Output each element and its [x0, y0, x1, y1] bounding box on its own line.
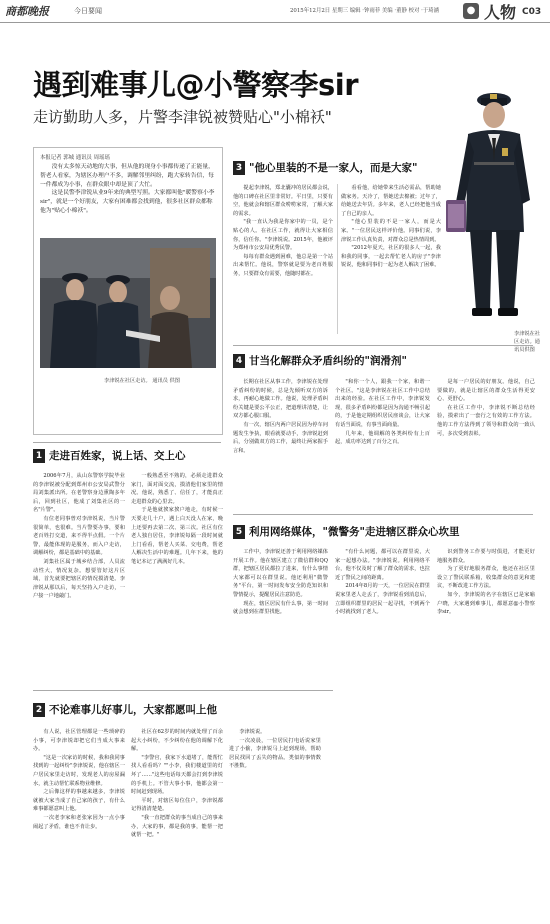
- section-4-text: 几年来，他调解的各类纠纷有上百起，成功率达到了百分之百。: [335, 430, 430, 446]
- section-2-column-1: [33, 728, 125, 831]
- section-3-column-2: [341, 184, 441, 270]
- section-5-text: "有什么问题，都可以在群里说，大家一起想办法。"李津锐说。利用网络平台，他不仅及时了解了群众的需求，也拉近了警民之间的距离。: [335, 549, 430, 581]
- section-4-column-2: [335, 378, 430, 447]
- section-2-text: 平时，对辖区每位住户，李津锐都记得清清楚楚。: [131, 797, 223, 813]
- issue-meta: 2015年12月2日 星期三 编辑 ·钟雨菲 美编 ·董静 校对 ·于琦涵: [290, 8, 439, 14]
- section-3-text: "我一直认为我是你家中的一员，是个贴心的人。在社区工作，就得让大家相信你，信任你。"李津锐说。2015年，他被评为郑州市公安局优秀民警。: [233, 219, 333, 252]
- section-4-header: [233, 353, 407, 368]
- section-1-header: [33, 448, 186, 463]
- lead-text: [40, 163, 216, 216]
- section-1-title: 走进百姓家，说上话、交上心: [49, 450, 186, 462]
- section-5-number: 5: [233, 525, 245, 539]
- section-4-text: 在社区工作中，李津锐不断总结经验，摸索出了一套行之有效的工作方法。他的工作方法得到了领导和群众的一致认可，多次受到表彰。: [437, 404, 535, 437]
- section-4-text: "和你一个人，跟我一个家，和谐一个社区。"这是李津锐在社区工作中总结出来的经验。在社区工作中，李津锐发现，很多矛盾纠纷都是因为沟通不畅引起的，于是他定期组织居民座谈会，让大家有话当面说，有事当面商量。: [335, 379, 430, 428]
- section-5-text: 工作中，李津锐还善于利用网络媒体开展工作。他在辖区建立了微信群和QQ群，把辖区居民都拉了进来，有什么事情大家都可以在群里说。他还利用"微警务"平台，第一时间发布安全防范知识和警情提示，提醒居民注意防范。: [233, 549, 328, 598]
- byline: 本报记者 郭城 通讯员 周瑶瑶: [40, 155, 110, 161]
- section-3-title: "他心里装的不是一家人，而是大家": [249, 162, 418, 174]
- section-5-header: [233, 524, 459, 539]
- section-2-text: "李警官，我家下水道堵了，能帮忙找人看看吗？""小李，我们楼道里的灯坏了……"这些电话每天都会打到李津锐的手机上。不管大事小事，他都会第一时间赶到现场。: [131, 754, 223, 796]
- section-2-text: "我一直把群众的事当成自己的事来办，大家的事，都是我的事，能帮一把就帮一把。": [131, 814, 223, 839]
- section-5-column-1: [233, 548, 328, 617]
- headline: 遇到难事儿@小警察李sir: [33, 68, 359, 102]
- lead-paragraph: 这是民警李津锐从业9年来的典型写照。大家都叫他"暖警察小李sir"，就是一个好朋友，大家有困难都会找到他，很多社区群众都称他为"贴心小棉袄"。: [40, 190, 215, 214]
- section-1-text: 2006年7月，从山东警察学院毕业的李津锐被分配到郑州市公安局武警分局刘集派出所。在老警察身边熏陶多年后，回到社区，他成了刘集社区的一名"片警"。: [33, 473, 125, 514]
- page-number: C03: [522, 7, 542, 17]
- section-2-header: [33, 702, 217, 717]
- section-subtitle: 今日要闻: [74, 7, 102, 15]
- subheadline: 走访勤助人多，片警李津锐被赞贴心"小棉袄": [33, 108, 332, 126]
- section-2-text: "这是一次家访的时候，我和我同事找到的一起纠纷"李津锐说，他在辖区一户居民家里走访时，发现老人的房屋漏水，就主动帮忙联系物业维修。: [33, 754, 125, 787]
- section-3-text: 看看他，给她带来生活必需品，帮助她做家务。天冷了，帮她送去棉被；过年了，给她送去年货。多年来，老人已经把他当成了自己的亲人。: [341, 185, 441, 217]
- section-1-text: 于是他就挨家挨户地走，有时候一天要走几十户，遇上白天没人在家，晚上还要再去第二次、第三次。社区有位老人独自居住，李津锐每隔一段时间就上门看看，帮老人买菜、交电费，帮老人解决生活中的难题。几年下来，他的笔记本记了满满好几本。: [131, 507, 223, 565]
- section-5-text: 2014年8月的一天，一位居民在群里说家里老人走丢了，李津锐看到消息后，立即组织群里的居民一起寻找，不到两个小时就找到了老人。: [335, 583, 430, 616]
- section-divider: [33, 442, 221, 443]
- top-divider: [0, 22, 550, 23]
- section-3-text: 每每有群众遇到困难，他总是第一个站出来帮忙。他说，警察就是要为老百姓服务，只要群众有需要，他随时都在。: [233, 253, 333, 277]
- section-4-text: 有一次，辖区内两户居民因为停车问题发生争执，眼看就要动手，李津锐赶到后，分别做双方的工作，最终让两家握手言和。: [233, 421, 328, 454]
- section-2-text: 一次老李家和老张家因为一点小事闹起了矛盾，谁也不肯让步。: [33, 814, 125, 830]
- section-5-text: 为了更好地服务群众，他还在社区里设立了警民联系箱，收集群众的意见和建议，不断改进工作方法。: [437, 566, 535, 590]
- section-2-text: 之后像这样的事越来越多，李津锐就被大家当成了自己家的孩子，有什么难事都愿意叫上他。: [33, 789, 125, 813]
- section-1-column-2: [131, 472, 223, 567]
- section-1-text: 有位老同事曾对李津锐说，当片警很简单，也很难。当片警要办事，要和老百姓打交道，来不得半点假。一个片警，最能体现的是服务，而入户走访，调解纠纷，都是基础中的基础。: [33, 515, 125, 557]
- community-visit-photo: [40, 238, 216, 368]
- section-4-title: 甘当化解群众矛盾纠纷的"润滑剂": [249, 355, 407, 367]
- section-1-text: 一般熟悉至不熟的，必须走进群众家门，面对面交流，摸清他们家里的情况。他说，熟悉了、信任了，才能真正走进群众的心里去。: [131, 473, 223, 505]
- section-divider: [233, 514, 533, 515]
- section-4-column-3: [437, 378, 535, 438]
- section-3-header: [233, 160, 417, 175]
- section-4-text: 长期在社区从事工作，李津锐在处理矛盾纠纷的时候，总是先倾听双方的诉求，再耐心地做工作。他说，处理矛盾纠纷关键是要公平公正，把道理讲清楚，让双方都心服口服。: [233, 379, 328, 420]
- section-5-column-2: [335, 548, 430, 617]
- section-2-number: 2: [33, 703, 45, 717]
- section-3-number: 3: [233, 161, 245, 175]
- section-3-text: "他心里装的不是一家人，而是大家。"一位居民这样评价他。同事们说，李津锐工作认真负责，对群众总是热情周到。: [341, 219, 441, 243]
- section-4-column-1: [233, 378, 328, 455]
- section-5-text: 如今，李津锐的名字在辖区已是家喻户晓，大家遇到难事儿，都愿意@小警察李sir。: [437, 591, 535, 616]
- section-1-text: 刘集社区属于城乡结合部，人员流动性大，情况复杂。想要管好这片区域，首先就要把辖区的情况摸清楚。李津锐从那以后，每天坚持入户走访，一户接一户地敲门。: [33, 558, 125, 600]
- section-2-column-2: [131, 728, 223, 840]
- section-divider: [233, 345, 533, 346]
- section-2-text: 一次凌晨，一位居民打电话说家里进了小偷，李津锐马上赶到现场，帮助居民找回了丢失的物品。类似的事情数不胜数。: [229, 737, 321, 770]
- section-5-title: 利用网络媒体，"微警务"走进辖区群众心坎里: [249, 526, 460, 538]
- visit-photo-caption: 李津锐在社区走访。 通讯员 供图: [104, 378, 180, 384]
- section-5-text: 识到警务工作要与时俱进，才能更好地服务群众。: [437, 549, 535, 564]
- section-3-text: 提起李津锐，郑北囊冲的居民都会说，他的口碑在社区里非常好。平日里，只要有空，他就会和辖区群众唠唠家常，了解大家的需求。: [233, 185, 333, 217]
- section-divider: [33, 690, 333, 691]
- section-label: 人物: [484, 3, 517, 22]
- person-icon: ●: [463, 3, 479, 19]
- officer-photo-caption: 李津锐在社区走访。通讯员供图: [514, 331, 540, 353]
- section-3-text: "2012年夏天，社区的很多人一起，我和我的同事，一起去帮忙老人的房子"李津锐说，他和同事们一起为老人解决了困难。: [341, 245, 441, 269]
- section-4-text: 是每一户居民的好朋友。他说，自己要做的，就是让辖区的群众生活得更安心、更舒心。: [437, 379, 535, 403]
- section-2-text: 社区在62岁的时间内就处理了百余起大小纠纷，不少纠纷在他的调解下化解。: [131, 729, 223, 753]
- section-1-number: 1: [33, 449, 45, 463]
- section-3-column-1: [233, 184, 333, 279]
- newspaper-logo: 商都晚报: [5, 5, 49, 18]
- section-2-title: 不论难事儿好事儿，大家都愿叫上他: [49, 704, 217, 716]
- section-4-number: 4: [233, 354, 245, 368]
- section-2-column-3: [229, 728, 321, 771]
- section-5-text: 现在，辖区居民有什么事，第一时间就会想到在群里找他。: [233, 600, 328, 616]
- lead-paragraph: 没有太多惊天动地的大事，但从他的现身小事都传递了正能量，帮老人看家，为辖区办理户不多，调解邻里纠纷，跑大家转告信，每一件都成为小事，在群众眼中却是顶了大忙。: [40, 164, 214, 188]
- officer-photo: [444, 82, 534, 322]
- section-2-text: 有人说，社区管理都是一些琐碎的小事，可李津锐却把它们当成大事来办。: [33, 729, 125, 753]
- section-2-text: 李津锐说。: [239, 729, 266, 735]
- section-1-column-1: [33, 472, 125, 601]
- section-5-column-3: [437, 548, 535, 617]
- column-divider: [337, 184, 338, 334]
